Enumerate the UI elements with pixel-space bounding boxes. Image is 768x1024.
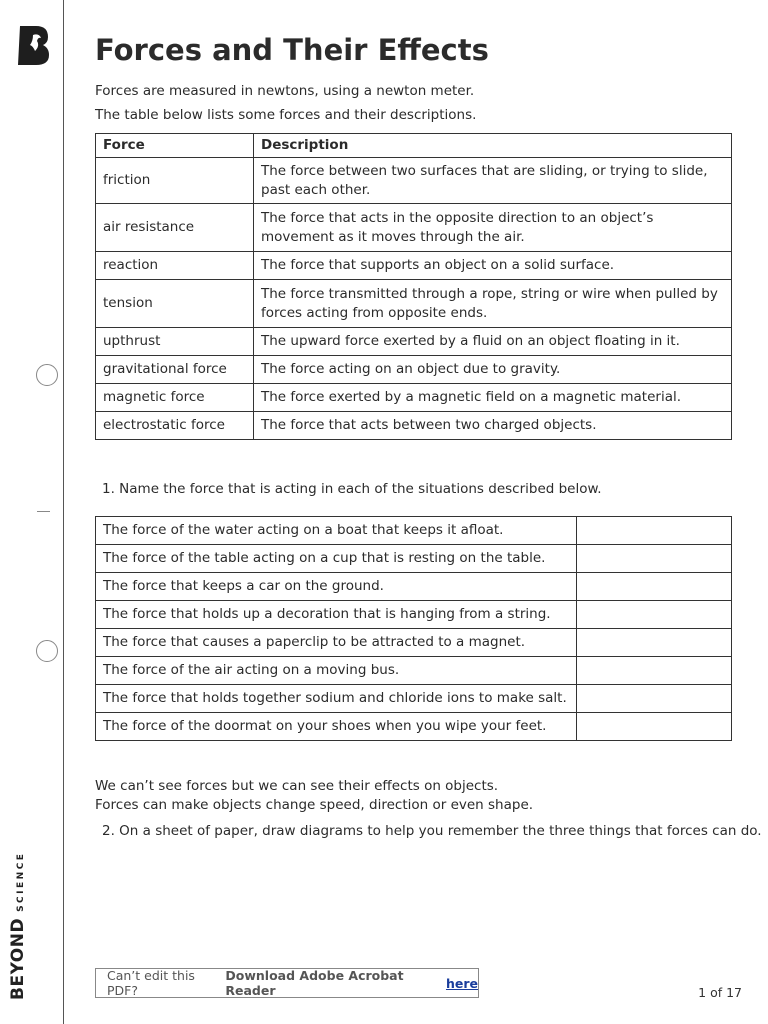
force-name: magnetic force	[96, 384, 254, 412]
table-row	[96, 384, 732, 412]
table-row	[96, 713, 732, 741]
answer-cell[interactable]	[577, 601, 732, 629]
force-name: electrostatic force	[96, 412, 254, 440]
table-row	[96, 517, 732, 545]
table-row	[96, 252, 732, 280]
brand-main: BEYOND	[8, 917, 28, 1000]
column-header-description: Description	[254, 134, 732, 158]
force-description: The force transmitted through a rope, string or wire when pulled by forces acting from opposite ends.	[254, 280, 732, 328]
table-row	[96, 158, 732, 204]
answer-cell[interactable]	[577, 629, 732, 657]
table-row	[96, 356, 732, 384]
force-description: The force that acts in the opposite direction to an object’s movement as it moves through the air.	[254, 204, 732, 252]
fold-mark	[37, 511, 50, 512]
table-header-row	[96, 134, 732, 158]
situation-text: The force of the air acting on a moving bus.	[96, 657, 577, 685]
force-description: The force exerted by a magnetic field on a magnetic material.	[254, 384, 732, 412]
intro-line: Forces are measured in newtons, using a newton meter.	[95, 83, 475, 99]
force-name: gravitational force	[96, 356, 254, 384]
page-title: Forces and Their Effects	[95, 33, 489, 67]
situation-text: The force of the table acting on a cup that is resting on the table.	[96, 545, 577, 573]
force-name: upthrust	[96, 328, 254, 356]
situation-text: The force of the water acting on a boat that keeps it afloat.	[96, 517, 577, 545]
forces-table	[95, 133, 732, 440]
situation-text: The force that holds together sodium and chloride ions to make salt.	[96, 685, 577, 713]
question-2: 2. On a sheet of paper, draw diagrams to help you remember the three things that forces can do.	[102, 823, 762, 839]
binder-hole	[36, 640, 58, 662]
margin-line	[63, 0, 64, 1024]
force-description: The force that acts between two charged objects.	[254, 412, 732, 440]
question-1: 1. Name the force that is acting in each of the situations described below.	[102, 481, 602, 497]
brand-wordmark	[8, 840, 34, 1000]
intro-line: The table below lists some forces and their descriptions.	[95, 107, 477, 123]
situation-text: The force that causes a paperclip to be attracted to a magnet.	[96, 629, 577, 657]
force-name: reaction	[96, 252, 254, 280]
beyond-logo-icon	[16, 24, 50, 66]
brand-sub: SCIENCE	[16, 851, 26, 912]
table-row	[96, 412, 732, 440]
force-name: tension	[96, 280, 254, 328]
force-description: The force between two surfaces that are sliding, or trying to slide, past each other.	[254, 158, 732, 204]
answer-cell[interactable]	[577, 517, 732, 545]
answer-cell[interactable]	[577, 685, 732, 713]
situation-text: The force that holds up a decoration that is hanging from a string.	[96, 601, 577, 629]
effects-line: Forces can make objects change speed, direction or even shape.	[95, 797, 534, 813]
acrobat-banner	[95, 968, 479, 998]
download-link[interactable]: here	[445, 975, 478, 991]
banner-prefix: Can’t edit this PDF?	[107, 968, 195, 998]
answer-cell[interactable]	[577, 657, 732, 685]
answer-cell[interactable]	[577, 573, 732, 601]
force-description: The upward force exerted by a fluid on an object floating in it.	[254, 328, 732, 356]
force-description: The force acting on an object due to gravity.	[254, 356, 732, 384]
table-row	[96, 657, 732, 685]
column-header-force: Force	[96, 134, 254, 158]
situation-text: The force that keeps a car on the ground.	[96, 573, 577, 601]
table-row	[96, 573, 732, 601]
banner-bold-text: Download Adobe Acrobat Reader	[225, 968, 404, 998]
table-row	[96, 280, 732, 328]
question-1-table	[95, 516, 732, 741]
force-name: friction	[96, 158, 254, 204]
table-row	[96, 328, 732, 356]
table-row	[96, 545, 732, 573]
situation-text: The force of the doormat on your shoes when you wipe your feet.	[96, 713, 577, 741]
table-row	[96, 685, 732, 713]
table-row	[96, 204, 732, 252]
answer-cell[interactable]	[577, 545, 732, 573]
effects-line: We can’t see forces but we can see their effects on objects.	[95, 778, 499, 794]
force-description: The force that supports an object on a solid surface.	[254, 252, 732, 280]
page-indicator: 1 of 17	[698, 985, 742, 1000]
table-row	[96, 629, 732, 657]
force-name: air resistance	[96, 204, 254, 252]
binder-hole	[36, 364, 58, 386]
answer-cell[interactable]	[577, 713, 732, 741]
table-row	[96, 601, 732, 629]
